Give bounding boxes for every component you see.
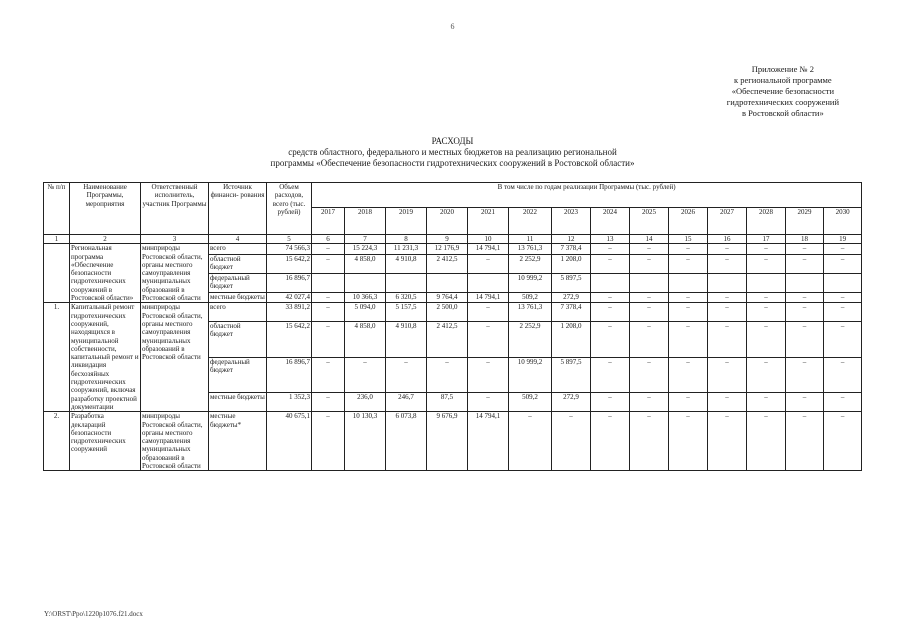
header-volume: Объем расходов, всего (тыс. рублей) (267, 183, 312, 235)
year-value: 2 252,9 (509, 322, 552, 358)
year-value (345, 273, 386, 292)
header-years-caption: В том числе по годам реализации Программы (тыс. рублей) (312, 183, 862, 208)
year-value: – (824, 244, 862, 254)
activity-name: Капитальный ремонт гидротехнических сооружений, находящихся в муниципальной собственности, капитальный ремонт и ликвидация бесхозяйных гидротехнических сооружений, включая разработку проектной документации (71, 303, 139, 411)
year-value: – (312, 303, 345, 322)
year-value: – (669, 393, 708, 412)
year-value: 7 378,4 (552, 303, 591, 322)
document-title (0, 136, 905, 169)
year-value: – (708, 303, 747, 322)
year-value: 1 208,0 (552, 254, 591, 273)
year-value: 4 910,8 (386, 322, 427, 358)
header-year: 2027 (708, 208, 747, 235)
table-row (44, 412, 862, 471)
year-value: 509,2 (509, 393, 552, 412)
header-name: Наименование Программы, мероприятия (70, 183, 141, 235)
activity-name: Разработка деклараций безопасности гидротехнических сооружений (70, 412, 141, 471)
year-value: 2 500,0 (427, 303, 468, 322)
year-value: – (786, 412, 824, 471)
year-value (669, 273, 708, 292)
column-number: 6 (312, 235, 345, 244)
funding-source: федеральный бюджет (209, 273, 267, 292)
year-value: – (747, 254, 786, 273)
year-value: 246,7 (386, 393, 427, 412)
year-value: – (630, 303, 669, 322)
year-value: – (824, 393, 862, 412)
column-number: 8 (386, 235, 427, 244)
year-value: 4 910,8 (386, 254, 427, 273)
total-volume: 74 566,3 (267, 244, 312, 254)
year-value: – (669, 293, 708, 303)
row-number: 1. (44, 303, 70, 412)
year-value: 10 999,2 (509, 273, 552, 292)
total-volume: 33 891,2 (267, 303, 312, 322)
year-value: 5 094,0 (345, 303, 386, 322)
appendix-line: «Обеспечение безопасности (731, 86, 834, 96)
year-value: – (824, 303, 862, 322)
appendix-block (727, 64, 839, 119)
column-number: 5 (267, 235, 312, 244)
funding-source: областной бюджет (209, 254, 267, 273)
activity-name: Региональная программа «Обеспечение безопасности гидротехнических сооружений в Ростовской области» (70, 244, 141, 303)
year-value: – (312, 412, 345, 471)
year-value: – (468, 357, 509, 393)
year-value: 10 130,3 (345, 412, 386, 471)
year-value: 236,0 (345, 393, 386, 412)
year-value: 5 157,5 (386, 303, 427, 322)
year-value: – (824, 412, 862, 471)
year-value (708, 273, 747, 292)
year-value: – (386, 357, 427, 393)
year-value: – (669, 303, 708, 322)
year-value: – (630, 254, 669, 273)
year-value: 9 764,4 (427, 293, 468, 303)
year-value: – (708, 393, 747, 412)
year-value: – (591, 322, 630, 358)
year-value: – (786, 254, 824, 273)
total-volume: 16 896,7 (267, 357, 312, 393)
year-value: – (708, 244, 747, 254)
year-value: 14 794,1 (468, 412, 509, 471)
year-value: – (468, 254, 509, 273)
year-value: 5 897,5 (552, 273, 591, 292)
year-value: 2 412,5 (427, 322, 468, 358)
year-value: – (708, 412, 747, 471)
year-value: – (591, 254, 630, 273)
year-value: – (786, 244, 824, 254)
year-value: 10 999,2 (509, 357, 552, 393)
year-value: – (824, 254, 862, 273)
year-value: – (468, 303, 509, 322)
header-year: 2023 (552, 208, 591, 235)
year-value: – (630, 293, 669, 303)
column-number: 11 (509, 235, 552, 244)
year-value: 9 676,9 (427, 412, 468, 471)
header-year: 2019 (386, 208, 427, 235)
year-value: – (427, 357, 468, 393)
executor: минприроды Ростовской области, органы местного самоуправления муниципальных образований в Ростовской области (141, 412, 209, 471)
header-executor: Ответственный исполнитель, участник Программы (141, 183, 209, 235)
year-value: – (786, 393, 824, 412)
year-value: – (786, 322, 824, 358)
year-value: – (669, 322, 708, 358)
header-year: 2028 (747, 208, 786, 235)
year-value: – (747, 244, 786, 254)
year-value: 13 761,3 (509, 303, 552, 322)
title-main: РАСХОДЫ (431, 136, 474, 146)
total-volume: 15 642,2 (267, 254, 312, 273)
column-number: 4 (209, 235, 267, 244)
expenses-table (43, 182, 862, 471)
header-year: 2020 (427, 208, 468, 235)
year-value: – (312, 293, 345, 303)
column-number: 1 (44, 235, 70, 244)
column-number: 3 (141, 235, 209, 244)
year-value: – (591, 303, 630, 322)
column-number: 17 (747, 235, 786, 244)
row-number: 2. (44, 412, 70, 471)
year-value: – (708, 322, 747, 358)
year-value: 272,9 (552, 293, 591, 303)
year-value (468, 273, 509, 292)
year-value: – (669, 254, 708, 273)
executor: минприроды Ростовской области, органы местного самоуправления муниципальных образований в Ростовской области (141, 303, 209, 412)
column-number: 2 (70, 235, 141, 244)
funding-source: всего (209, 303, 267, 322)
funding-source: областной бюджет (209, 322, 267, 358)
header-year: 2026 (669, 208, 708, 235)
year-value (747, 273, 786, 292)
year-value: 4 858,0 (345, 254, 386, 273)
year-value: – (630, 322, 669, 358)
year-value: 509,2 (509, 293, 552, 303)
column-number: 19 (824, 235, 862, 244)
column-number: 16 (708, 235, 747, 244)
column-number: 18 (786, 235, 824, 244)
appendix-line: в Ростовской области» (741, 108, 824, 118)
year-value: – (509, 412, 552, 471)
year-value (824, 273, 862, 292)
header-year: 2022 (509, 208, 552, 235)
header-year: 2024 (591, 208, 630, 235)
year-value: – (747, 412, 786, 471)
header-year: 2025 (630, 208, 669, 235)
year-value: – (591, 293, 630, 303)
title-line: программы «Обеспечение безопасности гидротехнических сооружений в Ростовской области» (270, 158, 635, 168)
year-value (591, 273, 630, 292)
year-value (312, 273, 345, 292)
year-value: – (312, 357, 345, 393)
year-value: 1 208,0 (552, 322, 591, 358)
year-value: – (747, 357, 786, 393)
year-value: 10 366,3 (345, 293, 386, 303)
year-value: – (747, 303, 786, 322)
year-value: – (630, 393, 669, 412)
year-value: 12 176,9 (427, 244, 468, 254)
funding-source: местные бюджеты* (209, 412, 267, 471)
year-value: – (747, 322, 786, 358)
year-value: 272,9 (552, 393, 591, 412)
year-value (786, 273, 824, 292)
year-value: 4 858,0 (345, 322, 386, 358)
title-line: средств областного, федерального и местных бюджетов на реализацию региональной (288, 147, 617, 157)
year-value: – (669, 412, 708, 471)
header-year: 2029 (786, 208, 824, 235)
total-volume: 1 352,3 (267, 393, 312, 412)
appendix-line: Приложение № 2 (751, 64, 814, 74)
header-year: 2018 (345, 208, 386, 235)
row-number (44, 244, 70, 303)
year-value: – (824, 322, 862, 358)
year-value: 11 231,3 (386, 244, 427, 254)
year-value: 2 412,5 (427, 254, 468, 273)
funding-source: местные бюджеты (210, 293, 265, 302)
year-value (630, 273, 669, 292)
year-value: – (468, 322, 509, 358)
year-value: – (669, 357, 708, 393)
header-year: 2017 (312, 208, 345, 235)
year-value: 2 252,9 (509, 254, 552, 273)
column-number: 7 (345, 235, 386, 244)
funding-source: федеральный бюджет (209, 357, 267, 393)
year-value: – (786, 293, 824, 303)
year-value: – (552, 412, 591, 471)
executor: минприроды Ростовской области, органы местного самоуправления муниципальных образований в Ростовской области (141, 244, 209, 303)
year-value: – (708, 293, 747, 303)
year-value: 13 761,3 (509, 244, 552, 254)
year-value: 87,5 (427, 393, 468, 412)
column-number: 12 (552, 235, 591, 244)
year-value: – (312, 322, 345, 358)
year-value: – (345, 357, 386, 393)
header-year: 2030 (824, 208, 862, 235)
year-value: – (312, 254, 345, 273)
year-value: 6 320,5 (386, 293, 427, 303)
column-number: 10 (468, 235, 509, 244)
table-row (44, 303, 862, 322)
total-volume: 16 896,7 (267, 273, 312, 292)
year-value: – (786, 357, 824, 393)
year-value: – (591, 393, 630, 412)
total-volume: 40 675,1 (267, 412, 312, 471)
column-number: 15 (669, 235, 708, 244)
year-value (427, 273, 468, 292)
year-value: – (312, 393, 345, 412)
header-source: Источник финанси- рования (209, 183, 267, 235)
year-value: – (824, 293, 862, 303)
total-volume: 42 027,4 (267, 293, 312, 303)
year-value: – (747, 393, 786, 412)
page-number: 6 (450, 22, 455, 31)
year-value: 7 378,4 (552, 244, 591, 254)
year-value: – (708, 357, 747, 393)
funding-source: местные бюджеты (209, 393, 267, 412)
year-value: – (468, 393, 509, 412)
column-number: 14 (630, 235, 669, 244)
year-value: – (630, 244, 669, 254)
year-value: – (747, 293, 786, 303)
year-value: – (708, 254, 747, 273)
appendix-line: к региональной программе (734, 75, 832, 85)
year-value: – (824, 357, 862, 393)
total-volume: 15 642,2 (267, 322, 312, 358)
year-value: 5 897,5 (552, 357, 591, 393)
year-value: – (312, 244, 345, 254)
year-value: – (591, 357, 630, 393)
year-value: 14 794,1 (468, 293, 509, 303)
column-number: 13 (591, 235, 630, 244)
year-value: – (669, 244, 708, 254)
funding-source: всего (209, 244, 267, 254)
header-year: 2021 (468, 208, 509, 235)
year-value: 6 073,8 (386, 412, 427, 471)
year-value: 14 794,1 (468, 244, 509, 254)
year-value: – (786, 303, 824, 322)
year-value: 15 224,3 (345, 244, 386, 254)
file-path: Y:\ORST\Ppo\1220p1076.f21.docx (44, 610, 143, 618)
column-number: 9 (427, 235, 468, 244)
appendix-line: гидротехнических сооружений (726, 97, 839, 107)
year-value: – (591, 412, 630, 471)
year-value: – (630, 412, 669, 471)
year-value (386, 273, 427, 292)
table-row (44, 244, 862, 254)
year-value: – (630, 357, 669, 393)
year-value: – (591, 244, 630, 254)
header-num: № п/п (44, 183, 70, 235)
